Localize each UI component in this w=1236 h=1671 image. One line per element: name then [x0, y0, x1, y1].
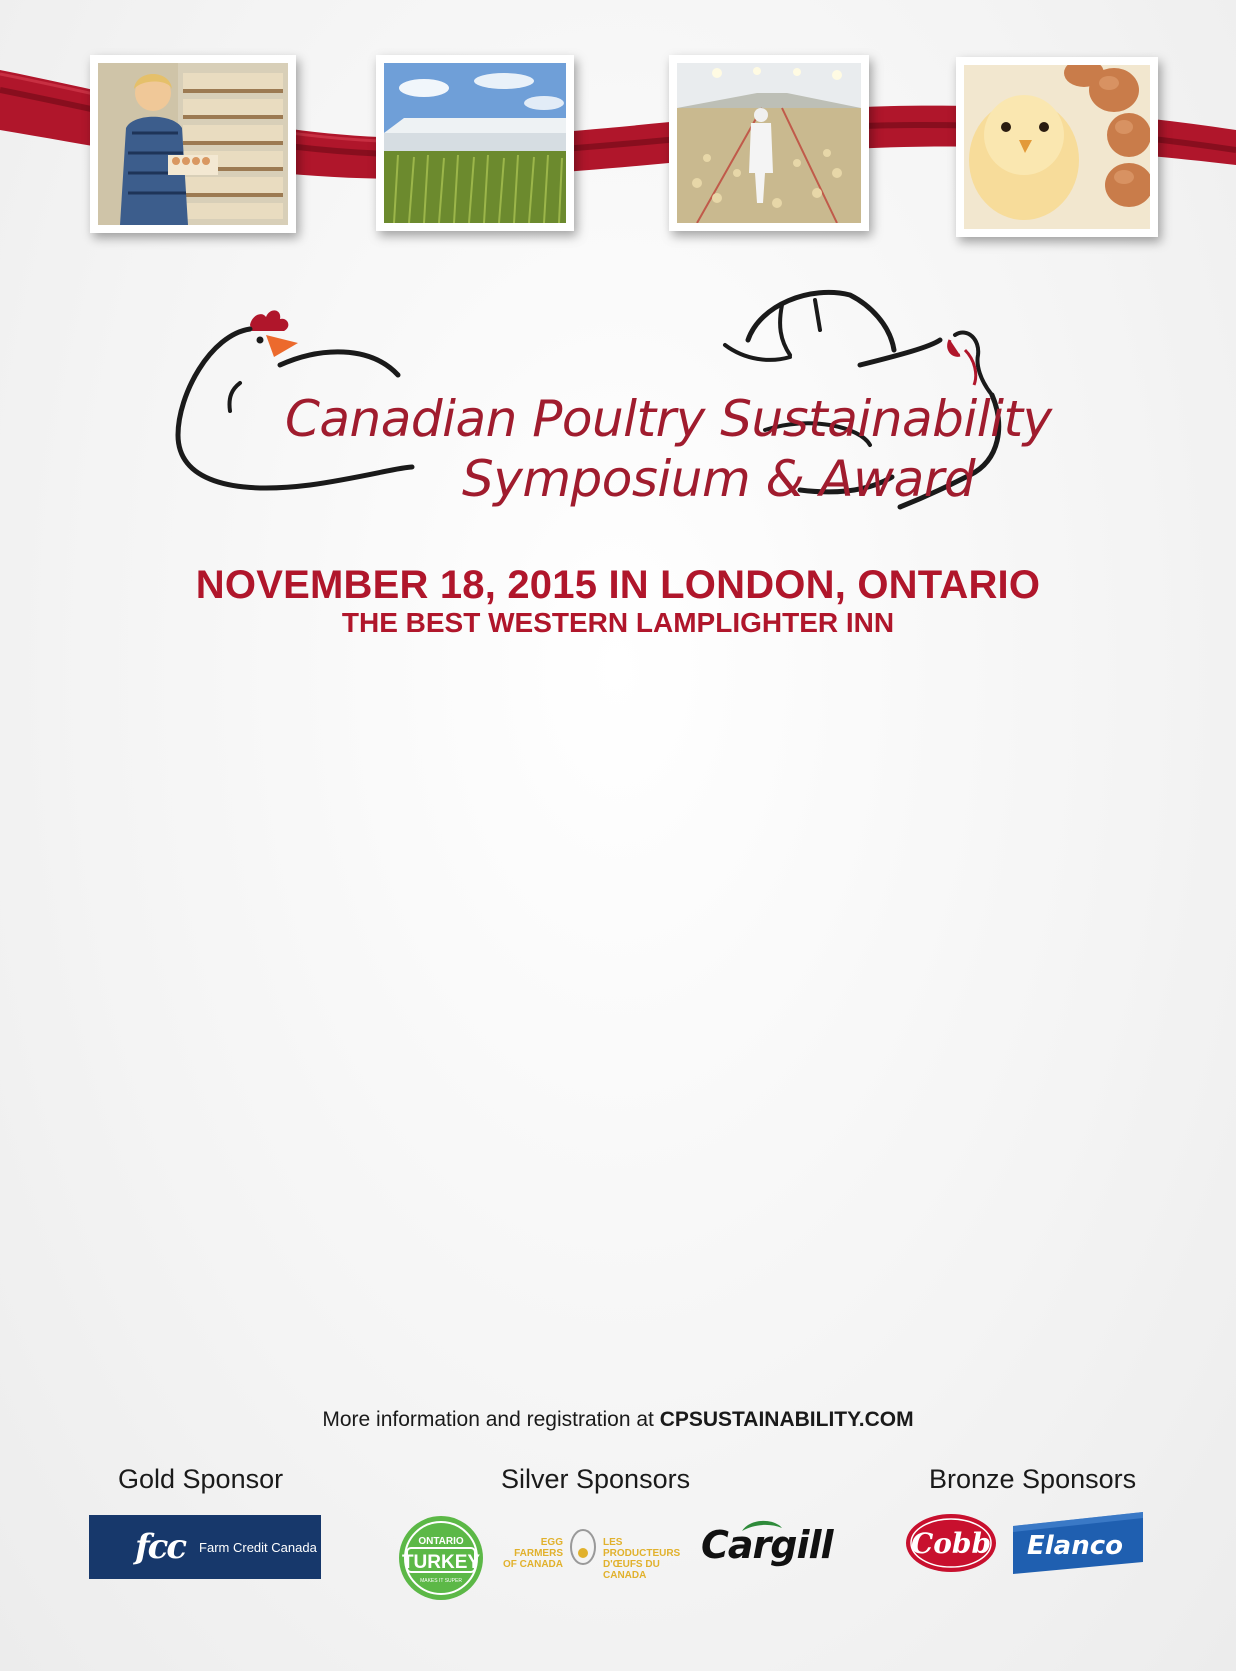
bronze-sponsors-label: Bronze Sponsors — [929, 1464, 1137, 1494]
registration-info — [0, 1408, 1236, 1432]
egg-farmers-en-line2: OF CANADA — [503, 1559, 563, 1570]
ontario-turkey-line3: MAKES IT SUPER — [420, 1578, 462, 1584]
egg-icon — [569, 1526, 597, 1566]
silver-sponsors-label: Silver Sponsors — [501, 1464, 691, 1494]
fcc-name: Farm Credit Canada — [199, 1539, 317, 1555]
chick-eggs-photo — [956, 57, 1158, 237]
elanco-name: Elanco — [1026, 1531, 1124, 1561]
farm-credit-canada-logo[interactable] — [89, 1515, 321, 1579]
logo-title-line2: Symposium & Award — [462, 450, 976, 508]
ontario-turkey-line2: TURKEY — [401, 1552, 481, 1573]
cargill-logo[interactable]: Cargill — [701, 1523, 833, 1567]
event-venue: THE BEST WESTERN LAMPLIGHTER INN — [341, 607, 895, 638]
egg-farmers-en-line1: EGG FARMERS — [514, 1537, 563, 1559]
ontario-turkey-badge-icon — [397, 1514, 485, 1602]
grocery-shopper-eggs-photo — [90, 55, 296, 233]
registration-info-text: More information and registration at — [322, 1408, 660, 1431]
egg-farmers-fr-text[interactable] — [603, 1537, 693, 1581]
cobb-name: Cobb — [910, 1527, 992, 1560]
logo-title-line1: Canadian Poultry Sustainability — [285, 390, 1052, 448]
elanco-logo[interactable] — [1009, 1508, 1147, 1576]
cobb-badge-icon — [905, 1513, 997, 1573]
fcc-mark: fcc — [135, 1527, 186, 1567]
ontario-turkey-line1: ONTARIO — [418, 1536, 464, 1547]
elanco-badge-icon — [1009, 1508, 1147, 1576]
event-logo — [170, 285, 1070, 545]
cobb-logo[interactable] — [905, 1513, 997, 1573]
gold-sponsor-label: Gold Sponsor — [118, 1464, 284, 1494]
egg-farmers-fr-line2: D'ŒUFS DU CANADA — [603, 1559, 660, 1581]
poultry-barn-worker-photo — [669, 55, 869, 231]
event-date-location: NOVEMBER 18, 2015 IN LONDON, ONTARIO — [195, 563, 1041, 607]
ontario-turkey-logo[interactable] — [397, 1514, 485, 1602]
egg-farmers-en-text[interactable] — [497, 1537, 563, 1570]
registration-url-link[interactable]: CPSUSTAINABILITY.COM — [659, 1408, 914, 1431]
egg-farmers-fr-line1: LES PRODUCTEURS — [603, 1537, 681, 1559]
barn-cornfield-photo — [376, 55, 574, 231]
